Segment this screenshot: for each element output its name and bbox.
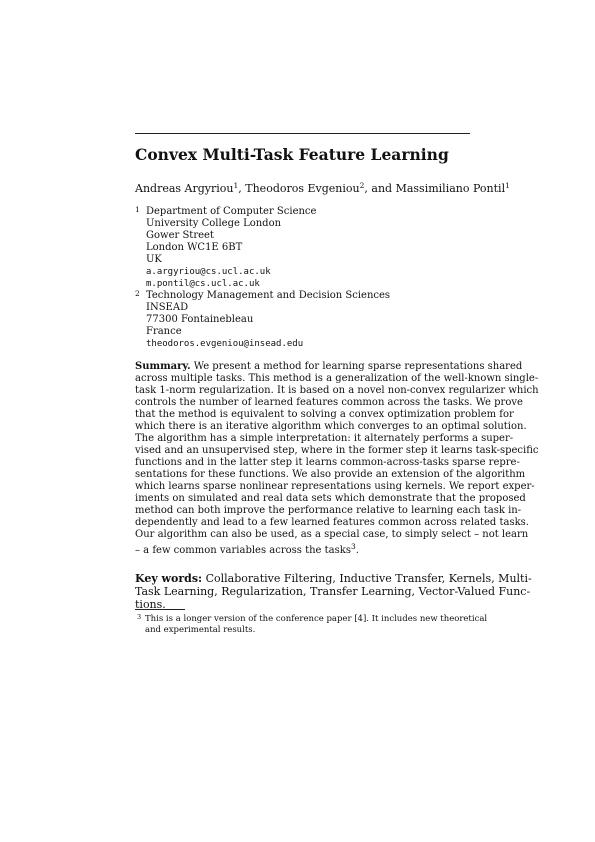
affiliation-number: 2 (135, 289, 140, 298)
affiliation-line: Department of Computer Science (146, 206, 317, 217)
summary-line: – a few common variables across the tasks (135, 545, 351, 556)
summary-line: Our algorithm can also be used, as a special case, to simply select – not learn (135, 529, 529, 540)
author-separator: , and (364, 182, 396, 195)
author-affiliation-mark: 1 (505, 181, 510, 190)
author-affiliation-mark: 1 (233, 181, 239, 190)
title-top-rule (135, 133, 470, 134)
footnote-line: This is a longer version of the conference paper [4]. It includes new theoretical (145, 614, 488, 624)
author-name: Massimiliano Pontil (395, 182, 506, 195)
summary-line: vised and an unsupervised step, where in the former step it learns task-specific (135, 445, 539, 456)
author-name: Andreas Argyriou (135, 182, 234, 195)
keywords-line: Collaborative Filtering, Inductive Transfer, Kernels, Multi- (202, 572, 532, 585)
summary-line: across multiple tasks. This method is a generalization of the well-known single- (135, 373, 539, 384)
summary-line: task 1-norm regularization. It is based on a novel non-convex regularizer which (135, 385, 539, 396)
keywords-label: Key words: (135, 572, 203, 585)
affiliation-line: INSEAD (146, 302, 189, 313)
summary-line: dependently and lead to a few learned features common across related tasks. (135, 517, 529, 528)
author-separator: , (238, 182, 246, 195)
email-address: m.pontil@cs.ucl.ac.uk (146, 279, 260, 289)
keywords-line: tions. (135, 598, 166, 611)
email-address: theodoros.evgeniou@insead.edu (146, 339, 304, 349)
summary-line: that the method is equivalent to solving a convex optimization problem for (135, 409, 514, 420)
author-affiliation-mark: 2 (359, 181, 365, 190)
footnote (135, 613, 488, 635)
email-address: a.argyriou@cs.ucl.ac.uk (146, 267, 271, 277)
footnote-marker: 3 (350, 542, 356, 551)
author-name: Theodoros Evgeniou (245, 182, 360, 195)
affiliation-1 (135, 206, 316, 290)
affiliation-line: Technology Management and Decision Sciences (146, 290, 391, 301)
footnote-rule (135, 609, 185, 610)
affiliation-line: 77300 Fontainebleau (146, 314, 254, 325)
affiliation-line: France (146, 326, 182, 337)
summary-line: We present a method for learning sparse representations shared (190, 361, 523, 372)
affiliation-line: London WC1E 6BT (146, 242, 243, 253)
affiliation-line: University College London (146, 218, 282, 229)
keywords-line: Task Learning, Regularization, Transfer Learning, Vector-Valued Func- (135, 585, 531, 598)
summary-line: controls the number of learned features common across the tasks. We prove (135, 397, 523, 408)
summary-label: Summary. (135, 361, 191, 372)
summary-line: functions and in the latter step it learns common-across-tasks sparse repre- (135, 457, 520, 468)
summary-paragraph (135, 361, 539, 556)
affiliation-number: 1 (135, 205, 140, 214)
keywords-block (135, 572, 532, 611)
summary-end-punct: . (355, 545, 359, 556)
affiliation-line: UK (146, 254, 162, 265)
affiliation-line: Gower Street (146, 230, 214, 241)
summary-line: iments on simulated and real data sets which demonstrate that the proposed (135, 493, 526, 504)
affiliation-2 (135, 290, 390, 350)
summary-line: method can both improve the performance relative to learning each task in- (135, 505, 522, 516)
footnote-number: 3 (137, 613, 142, 621)
footnote-line: and experimental results. (145, 624, 256, 635)
summary-line: sentations for these functions. We also provide an extension of the algorithm (135, 469, 526, 480)
summary-line: which there is an iterative algorithm which converges to an optimal solution. (135, 421, 527, 432)
summary-line: which learns sparse nonlinear representations using kernels. We report exper- (135, 481, 535, 492)
author-list (135, 181, 510, 195)
summary-line: The algorithm has a simple interpretation: it alternately performs a super- (135, 433, 514, 444)
paper-title: Convex Multi-Task Feature Learning (135, 145, 449, 164)
